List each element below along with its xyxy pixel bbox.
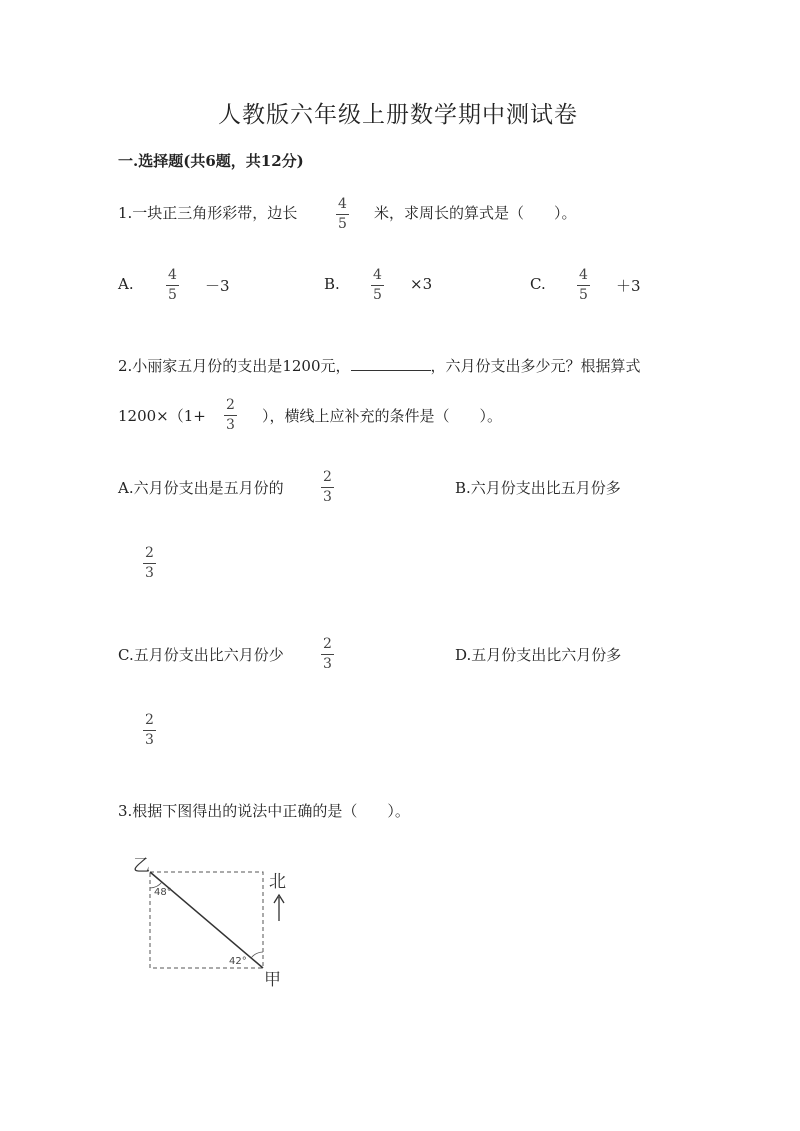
label-north: 北 xyxy=(269,872,286,892)
fraction-bar xyxy=(143,730,156,731)
fraction-bar xyxy=(577,285,590,286)
fraction-numerator: 4 xyxy=(579,267,588,283)
fraction-numerator: 2 xyxy=(226,397,235,413)
fraction-bar xyxy=(321,654,334,655)
fraction-numerator: 4 xyxy=(373,267,382,283)
q1-option-b-suffix: ×3 xyxy=(410,275,433,293)
fraction-numerator: 2 xyxy=(323,469,332,485)
fraction-numerator: 4 xyxy=(338,196,347,212)
q1-option-b-label[interactable]: B. xyxy=(324,275,340,293)
fraction-bar xyxy=(166,285,179,286)
q3-stem: 3.根据下图得出的说法中正确的是（ ）。 xyxy=(118,802,410,820)
q2-option-a-fraction xyxy=(321,470,334,504)
fraction-numerator: 2 xyxy=(145,712,154,728)
q2-option-a[interactable]: A.六月份支出是五月份的 xyxy=(118,479,284,497)
fraction-bar xyxy=(371,285,384,286)
fraction-numerator: 2 xyxy=(323,636,332,652)
q1-fraction xyxy=(336,197,349,231)
fraction-denominator: 3 xyxy=(145,565,154,581)
label-jia: 甲 xyxy=(264,970,281,990)
q2-option-d-fraction xyxy=(143,713,156,747)
answer-blank-line xyxy=(351,356,431,371)
fraction-denominator: 5 xyxy=(579,287,588,303)
label-yi: 乙 xyxy=(133,856,150,876)
fraction-denominator: 5 xyxy=(168,287,177,303)
fraction-denominator: 3 xyxy=(323,489,332,505)
fraction-bar xyxy=(336,214,349,215)
q1-stem-start: 1.一块正三角形彩带，边长 xyxy=(118,204,298,222)
q2-line1 xyxy=(118,355,641,376)
fraction-denominator: 5 xyxy=(338,216,347,232)
fraction-bar xyxy=(143,563,156,564)
fraction-denominator: 3 xyxy=(226,417,235,433)
q2-option-b[interactable]: B.六月份支出比五月份多 xyxy=(455,479,621,497)
q2-line1-end: ，六月份支出多少元？根据算式 xyxy=(430,357,641,375)
fraction-denominator: 5 xyxy=(373,287,382,303)
direction-diagram xyxy=(125,845,325,995)
q2-option-c-fraction xyxy=(321,637,334,671)
q1-stem-end: 米，求周长的算式是（ ）。 xyxy=(374,204,577,222)
q2-line2-end: ），横线上应补充的条件是（ ）。 xyxy=(262,407,503,425)
fraction-numerator: 4 xyxy=(168,267,177,283)
fraction-denominator: 3 xyxy=(145,732,154,748)
angle-label-top: 48° xyxy=(154,887,172,898)
q2-line2-start: 1200×（1+ xyxy=(118,407,206,425)
fraction-denominator: 3 xyxy=(323,656,332,672)
q1-option-a-label[interactable]: A. xyxy=(118,275,134,293)
angle-arc-bottom xyxy=(251,952,263,958)
q1-option-a-suffix: －3 xyxy=(205,277,230,295)
fraction-bar xyxy=(321,487,334,488)
q2-option-b-fraction xyxy=(143,546,156,580)
q1-option-c-suffix: ＋3 xyxy=(616,277,641,295)
fraction-numerator: 2 xyxy=(145,545,154,561)
q1-option-c-fraction xyxy=(577,268,590,302)
q1-option-c-label[interactable]: C. xyxy=(530,275,546,293)
fraction-bar xyxy=(224,415,237,416)
q2-option-d[interactable]: D.五月份支出比六月份多 xyxy=(455,646,622,664)
section-heading: 一.选择题(共6题，共12分) xyxy=(118,152,304,170)
q1-option-b-fraction xyxy=(371,268,384,302)
q1-option-a-fraction xyxy=(166,268,179,302)
q2-line1-start: 2.小丽家五月份的支出是1200元， xyxy=(118,357,351,375)
angle-label-bottom: 42° xyxy=(229,956,247,967)
page-title: 人教版六年级上册数学期中测试卷 xyxy=(218,102,578,128)
q2-fraction xyxy=(224,398,237,432)
q2-option-c[interactable]: C.五月份支出比六月份少 xyxy=(118,646,284,664)
